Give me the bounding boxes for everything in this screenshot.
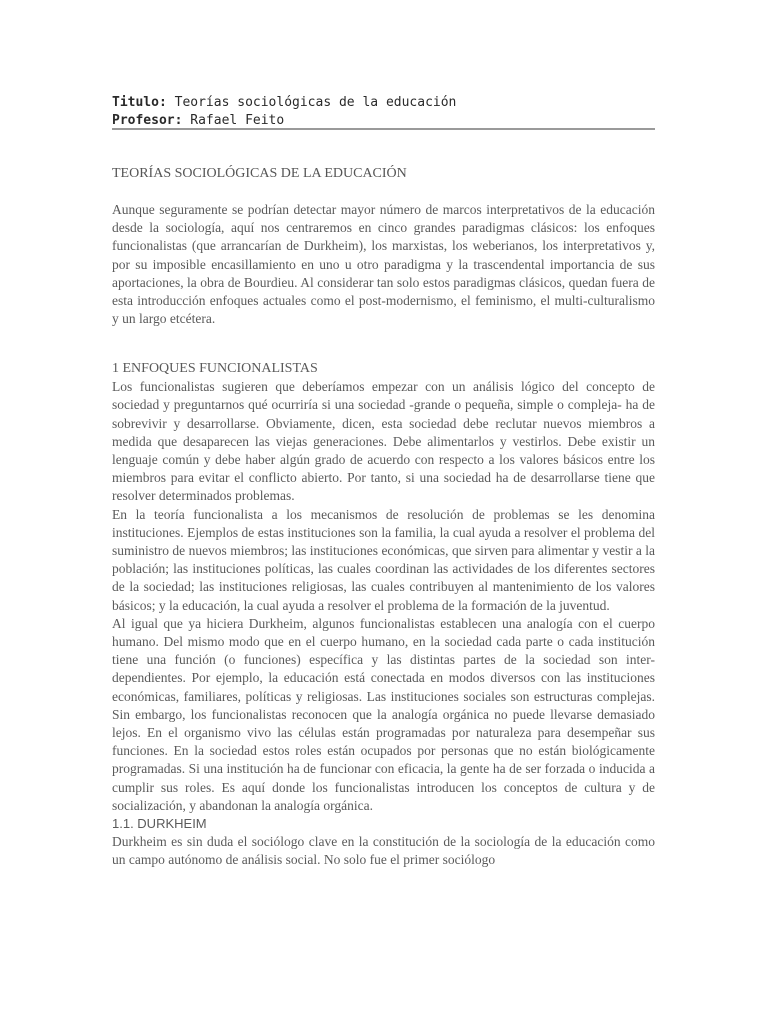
body-paragraph: Al igual que ya hiciera Durkheim, algunos funcionalistas establecen una analogía con el cuerpo humano. Del mismo modo que en el cuerpo humano, en la sociedad cada parte o cada institución tiene una función (o funciones) específica y las distintas partes de la sociedad son inter-dependientes. Por ejemplo, la educación está conectada en modos diversos con las instituciones económicas, familiares, políticas y religiosas. Las instituciones sociales son estructuras complejas. Sin embargo, los funcionalistas reconocen que la analogía orgánica no puede llevarse demasiado lejos. En el organismo vivo las células están programadas por naturaleza para desempeñar sus funciones. En la sociedad estos roles están ocupados por personas que no están biológicamente programadas. Si una institución ha de funcionar con eficacia, la gente ha de ser forzada o inducida a cumplir sus roles. Es aquí donde los funcionalistas introducen los conceptos de cultura y de socialización, y abandonan la analogía orgánica. [112, 615, 655, 813]
document-heading: TEORÍAS SOCIOLÓGICAS DE LA EDUCACIÓN [112, 166, 407, 181]
title-label: Titulo: [112, 95, 167, 110]
professor-label: Profesor: [112, 113, 183, 128]
title-value: Teorías sociológicas de la educación [166, 95, 457, 110]
section-functionalist [112, 360, 655, 870]
intro-block [112, 201, 655, 328]
title-line [112, 94, 655, 112]
professor-value: Rafael Feito [182, 113, 285, 128]
body-paragraph: En la teoría funcionalista a los mecanismos de resolución de problemas se les denomina instituciones. Ejemplos de estas instituciones son la familia, la cual ayuda a resolver el problema del suministro de nuevos miembros; las instituciones económicas, que sirven para alimentar y vestir a la población; las instituciones políticas, las cuales coordinan las actividades de los diferentes sectores de la sociedad; las instituciones religiosas, las cuales contribuyen al mantenimiento de los valores básicos; y la educación, la cual ayuda a resolver el problema de la formación de la juventud. [112, 506, 655, 613]
subsection-heading: 1.1. DURKHEIM [112, 816, 207, 832]
subsection-paragraph: Durkheim es sin duda el sociólogo clave en la constitución de la sociología de la educación como un campo autónomo de análisis social. No solo fue el primer sociólogo [112, 834, 655, 868]
section-heading: 1 ENFOQUES FUNCIONALISTAS [112, 361, 318, 376]
document-header [112, 94, 655, 130]
header-divider [112, 128, 655, 130]
intro-paragraph: Aunque seguramente se podrían detectar mayor número de marcos interpretativos de la educación desde la sociología, aquí nos centraremos en cinco grandes paradigmas clásicos: los enfoques funcionalistas (que arrancarían de Durkheim), los marxistas, los weberianos, los interpretativos y, por su imposible encasillamiento en uno u otro paradigma y la trascendental importancia de sus aportaciones, la obra de Bourdieu. Al considerar tan solo estos paradigmas clásicos, quedan fuera de esta introducción enfoques actuales como el post-modernismo, el feminismo, el multi-culturalismo y un largo etcétera. [112, 202, 655, 327]
body-paragraph: Los funcionalistas sugieren que deberíamos empezar con un análisis lógico del concepto de sociedad y preguntarnos qué ocurriría si una sociedad -grande o pequeña, simple o compleja- ha de sobrevivir y desarrollarse. Obviamente, dicen, esta sociedad debe reclutar nuevos miembros a medida que desaparecen las viejas generaciones. Debe alimentarlos y vestirlos. Debe existir un lenguaje común y debe haber algún grado de acuerdo con respecto a los valores básicos entre los miembros para evitar el conflicto abierto. Por tanto, si una sociedad ha de desarrollarse tiene que resolver determinados problemas. [112, 379, 655, 504]
